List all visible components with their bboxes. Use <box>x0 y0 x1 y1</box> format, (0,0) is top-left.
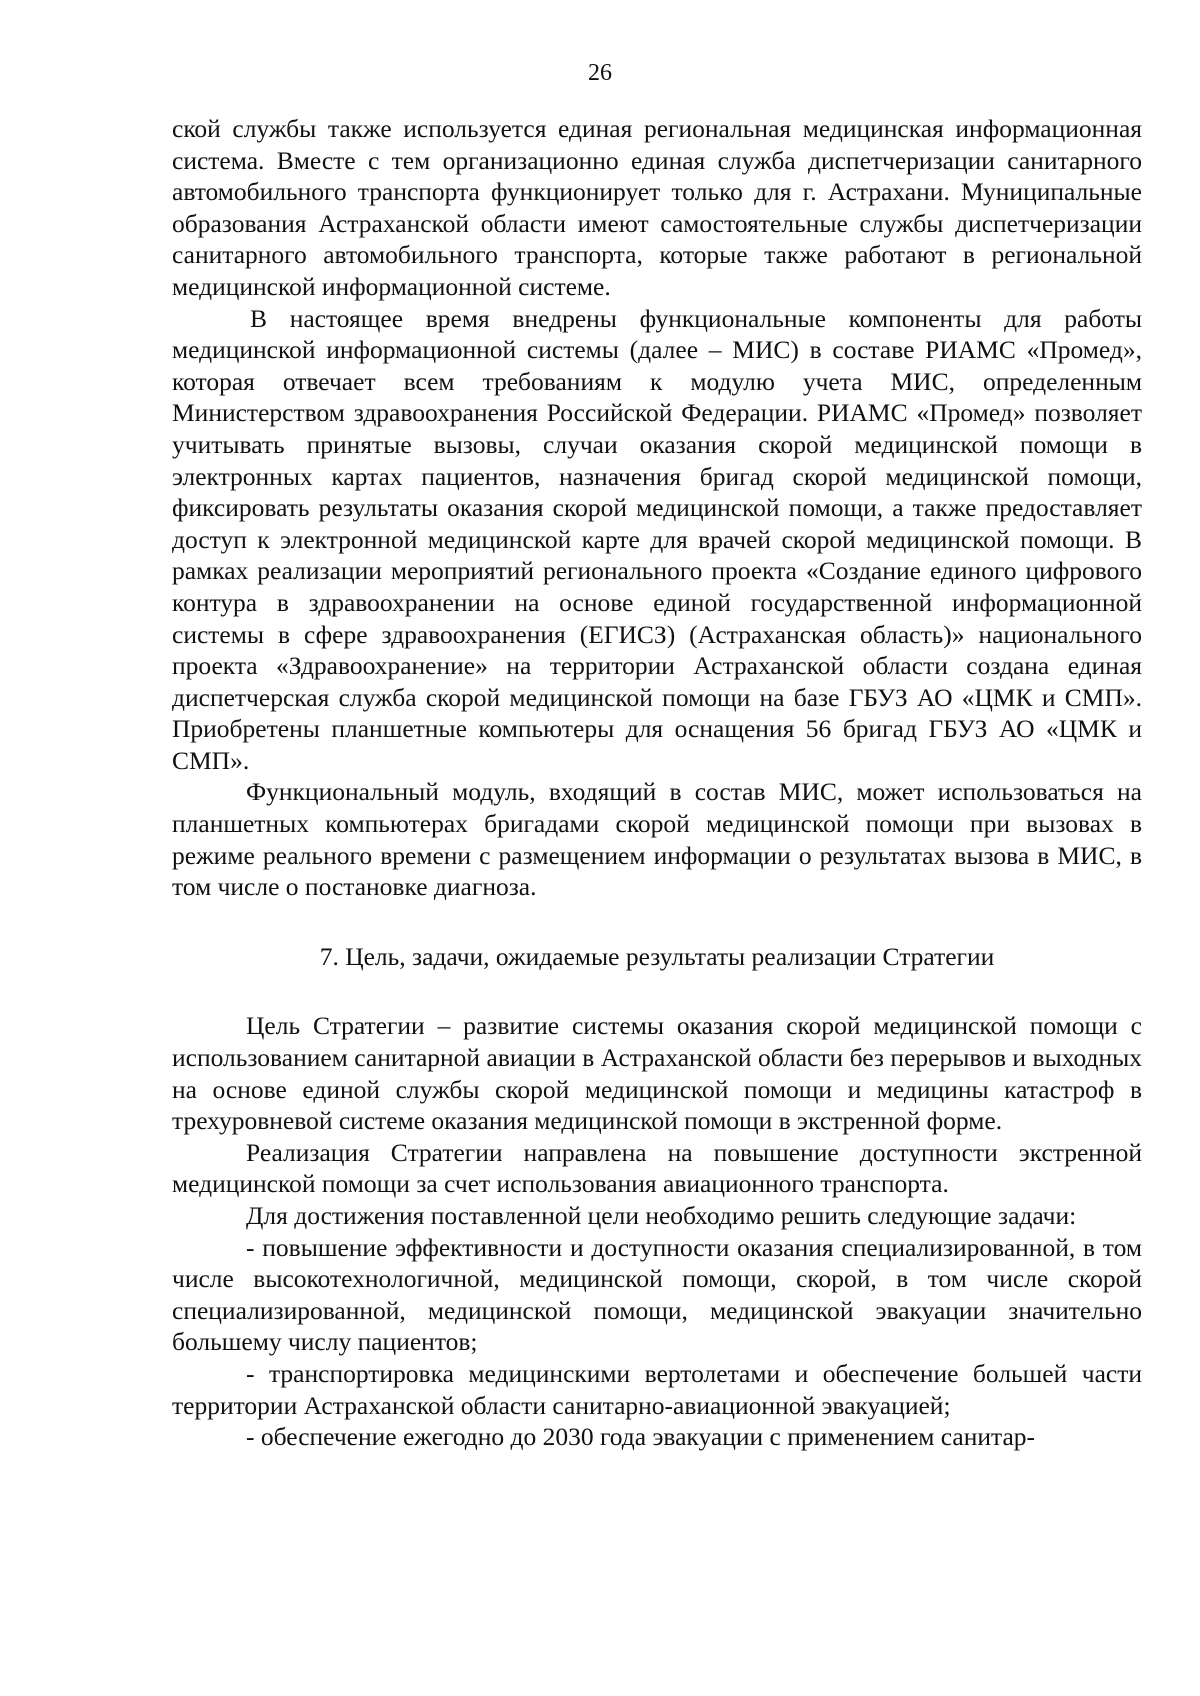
document-body <box>172 113 1142 1453</box>
list-item: - транспортировка медицинскими вертолетами и обеспечение большей части территории Астраханской области санитарно-авиационной эвакуацией; <box>172 1358 1142 1420</box>
section-heading: 7. Цель, задачи, ожидаемые результаты реализации Стратегии <box>319 941 995 971</box>
paragraph-strategy-goal: Цель Стратегии – развитие системы оказания скорой медицинской помощи с использованием санитарной авиации в Астраханской области без перерывов и выходных на основе единой службы скорой медицинской помощи и медицины катастроф в трехуровневой системе оказания медицинской помощи в экстренной форме. <box>172 1011 1142 1136</box>
paragraph-mis-components: В настоящее время внедрены функциональные компоненты для работы медицинской информационной системы (далее – МИС) в составе РИАМС «Промед», которая отвечает всем требованиям к модулю учета МИС, определенным Министерством здравоохранения Российской Федерации. РИАМС «Промед» позволяет учитывать принятые вызовы, случаи оказания скорой медицинской помощи в электронных картах пациентов, назначения бригад скорой медицинской помощи, фиксировать результаты оказания скорой медицинской помощи, а также предоставляет доступ к электронной медицинской карте для врачей скорой медицинской помощи. В рамках реализации мероприятий регионального проекта «Создание единого цифрового контура в здравоохранении на основе единой государственной информационной системы в сфере здравоохранения (ЕГИСЗ) (Астраханская область)» национального проекта «Здравоохранение» на территории Астраханской области создана единая диспетчерская служба скорой медицинской помощи на базе ГБУЗ АО «ЦМК и СМП». Приобретены планшетные компьютеры для оснащения 56 бригад ГБУЗ АО «ЦМК и СМП». <box>172 303 1142 775</box>
list-item: - обеспечение ежегодно до 2030 года эвакуации с применением санитар- <box>246 1422 1036 1452</box>
page-number: 26 <box>588 60 612 86</box>
paragraph-tasks-intro: Для достижения поставленной цели необходимо решить следующие задачи: <box>246 1201 1077 1230</box>
paragraph-strategy-aim: Реализация Стратегии направлена на повышение доступности экстренной медицинской помощи за счет использования авиационного транспорта. <box>172 1137 1142 1199</box>
paragraph-functional-module: Функциональный модуль, входящий в состав МИС, может использоваться на планшетных компьютерах бригадами скорой медицинской помощи при вызовах в режиме реального времени с размещением информации о результатах вызова в МИС, в том числе о постановке диагноза. <box>172 777 1142 902</box>
list-item: - повышение эффективности и доступности оказания специализированной, в том числе высокотехнологичной, медицинской помощи, скорой, в том числе скорой специализированной, медицинской помощи, медицинской эвакуации значительно большему числу пациентов; <box>172 1232 1142 1357</box>
paragraph-continuation: ской службы также используется единая региональная медицинская информационная система. Вместе с тем организационно единая служба диспетчеризации санитарного автомобильного транспорта функционирует только для г. Астрахани. Муниципальные образования Астраханской области имеют самостоятельные службы диспетчеризации санитарного автомобильного транспорта, которые также работают в региональной медицинской информационной системе. <box>172 114 1142 301</box>
